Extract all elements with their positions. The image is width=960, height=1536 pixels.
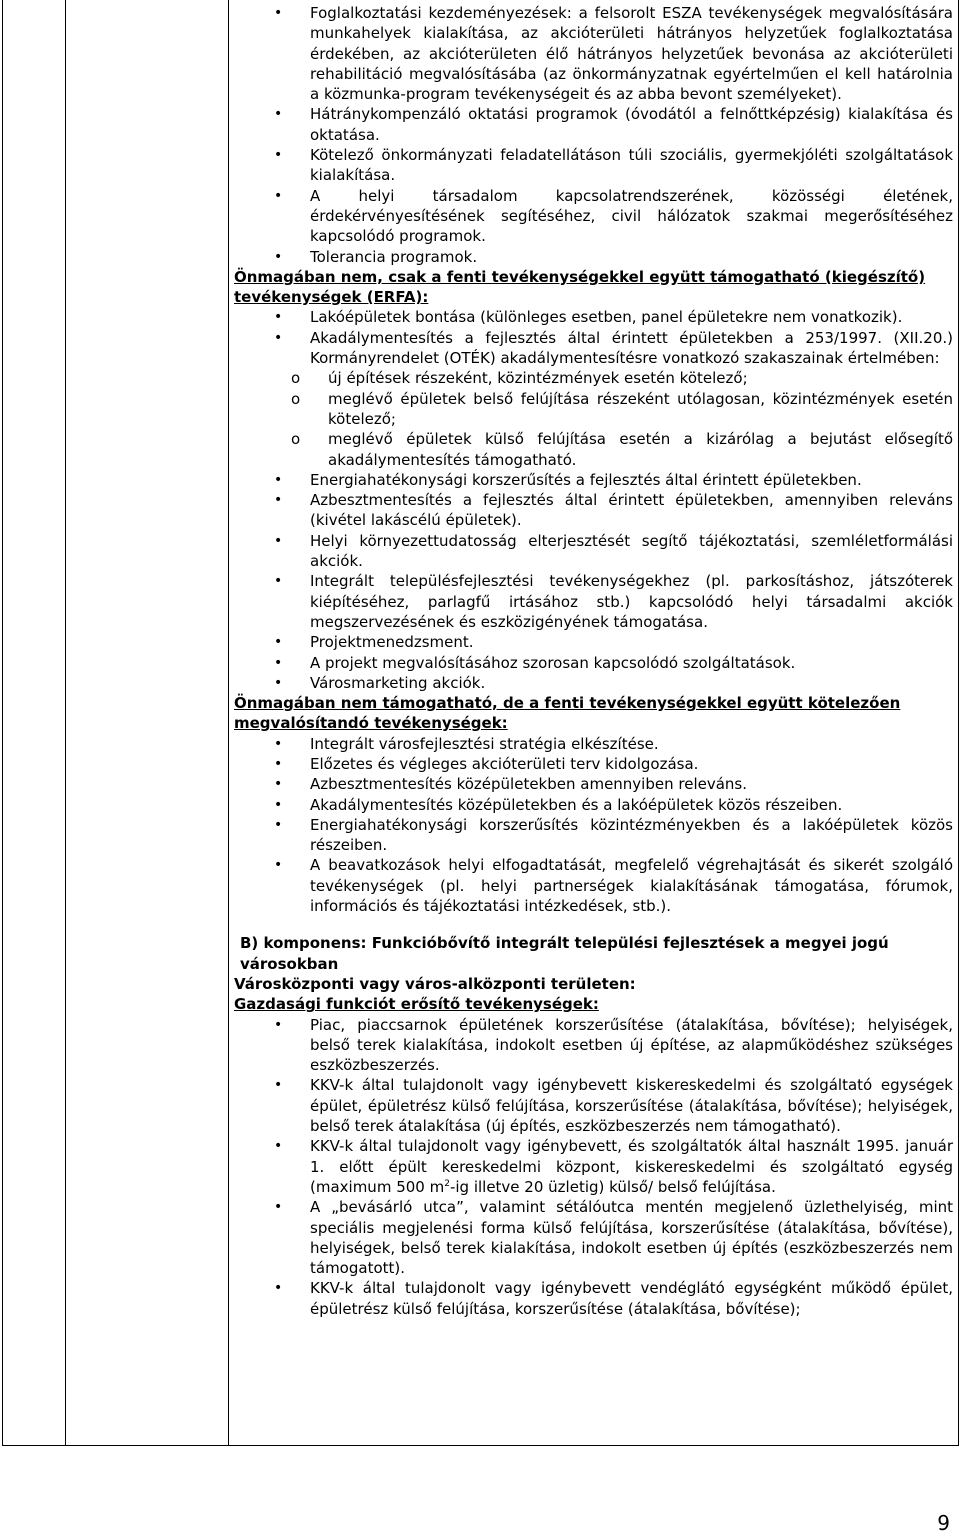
circle-bullet-icon: o: [291, 430, 301, 449]
list-item: • Helyi környezettudatosság elterjesztését segítő tájékoztatási, szemléletformálási akciók.: [274, 531, 953, 571]
sub-list-item: o meglévő épületek külső felújítása esetén a kizárólag a bejutást elősegítő akadálymentesítés támogatható.: [291, 430, 953, 469]
bullet-icon: •: [274, 471, 283, 488]
bullet-icon: •: [274, 1138, 283, 1155]
bullet-icon: •: [274, 329, 283, 346]
column-divider: [65, 0, 66, 1445]
bullet-icon: •: [274, 573, 283, 590]
list-item: • Piac, piaccsarnok épületének korszerűsítése (átalakítása, bővítése); helyiségek, belső terek kialakítása, indokolt esetben új építése, az alapműködéshez szükséges eszközbeszerzés.: [274, 1015, 953, 1075]
bullet-icon: •: [274, 1077, 283, 1094]
list-item: • Energiahatékonysági korszerűsítés közintézményekben és a lakóépületek közös részeiben.: [274, 815, 953, 855]
list-item: • Integrált településfejlesztési tevékenységekhez (pl. parkosításhoz, játszóterek kiépítéséhez, parlagfű irtásához stb.) kapcsolódó helyi társadalmi akciók megszervezésének és eszközigényének támogatása.: [274, 572, 953, 631]
bullet-icon: •: [274, 187, 283, 204]
list-item: • A projekt megvalósításához szorosan kapcsolódó szolgáltatások.: [274, 653, 796, 672]
bullet-icon: •: [274, 796, 283, 813]
bullet-icon: •: [274, 5, 283, 21]
list-item: • Azbesztmentesítés a fejlesztés által érintett épületekben, amennyiben releváns (kivétel lakáscélú épületek).: [274, 491, 953, 530]
list-item: • KKV-k által tulajdonolt vagy igénybevett, és szolgáltatók által használt 1995. január 1. előtt épült kereskedelmi központ, kiskereskedelmi és szolgáltató egység (maximum 500 $m^2-ig$ illetve 20 üzletig) külső/ belső felújítása.: [274, 1137, 953, 1196]
sub-list-item: o új építések részeként, közintézmények esetén kötelező;: [291, 369, 748, 388]
component-title: B) komponens: Funkcióbővítő integrált települési fejlesztések a megyei jogú városokban: [240, 934, 889, 973]
bullet-icon: •: [274, 1016, 283, 1033]
area-subtitle: Városközponti vagy város-alközponti területen:: [234, 974, 636, 993]
list-item: • Városmarketing akciók.: [274, 673, 486, 692]
list-item: • A beavatkozások helyi elfogadtatását, megfelelő végrehajtását és sikerét szolgáló tevékenységek (pl. helyi partnerségek kialakításának támogatása, fórumok, információs és tájékoztatási intézkedések, stb.).: [274, 856, 953, 916]
list-item: • KKV-k által tulajdonolt vagy igénybevett kiskereskedelmi és szolgáltató egységek épület, épületrész külső felújítása, korszerűsítése (átalakítása, bővítése); helyiségek, belső terek átalakítása (új építés, eszközbeszerzés nem támogatható).: [274, 1076, 953, 1136]
bullet-icon: •: [274, 106, 283, 123]
list-item: • Azbesztmentesítés középületekben amennyiben releváns.: [274, 775, 747, 794]
list-item: • A helyi társadalom kapcsolatrendszerének, közösségi életének, érdekérvényesítésének segítéséhez, civil hálózatok szakmai megerősítéséhez kapcsolódó programok.: [274, 186, 953, 246]
bullet-icon: •: [274, 1199, 283, 1216]
page-number: 9: [937, 1511, 950, 1535]
section-spacer: [234, 916, 953, 933]
list-item: • Energiahatékonysági korszerűsítés a fejlesztés által érintett épületekben.: [274, 470, 862, 489]
list-item: • Foglalkoztatási kezdeményezések: a felsorolt ESZA tevékenységek megvalósítására munkahelyek kialakítása, az akcióterületi hátrányos helyzetűek foglalkoztatása érdekében, az akcióterületen élő hátrányos helyzetűek bevonása az akcióterületi rehabilitáció megvalósításába (az önkormányzatnak egyértelműen el kell határolnia a közmunka-program tevékenységeit és az abba bevont személyeket).: [274, 4, 953, 104]
list-item: • Tolerancia programok.: [274, 247, 478, 266]
section-heading: Önmagában nem támogatható, de a fenti tevékenységekkel együtt kötelezően megvalósítandó tevékenységek:: [234, 694, 901, 733]
list-item: • Lakóépületek bontása (különleges esetben, panel épületekre nem vonatkozik).: [274, 308, 903, 327]
bullet-icon: •: [274, 248, 283, 265]
bullet-icon: •: [274, 532, 283, 549]
column-divider: [228, 0, 229, 1445]
list-item: • Hátránykompenzáló oktatási programok (óvodától a felnőttképzésig) kialakítása és oktatása.: [274, 105, 953, 144]
sub-list-item: o meglévő épületek belső felújítása részeként utólagosan, közintézmények esetén kötelező;: [291, 389, 953, 428]
bullet-icon: •: [274, 147, 283, 164]
list-item: • Projektmenedzsment.: [274, 633, 474, 652]
bullet-icon: •: [274, 674, 283, 691]
list-item: • Kötelező önkormányzati feladatellátáson túli szociális, gyermekjóléti szolgáltatások kialakítása.: [274, 146, 953, 185]
bullet-icon: •: [274, 776, 283, 793]
bullet-icon: •: [274, 492, 283, 509]
page-content: [234, 3, 953, 1319]
bullet-icon: •: [274, 857, 283, 874]
section-heading: Gazdasági funkciót erősítő tevékenységek:: [234, 995, 599, 1014]
circle-bullet-icon: o: [291, 369, 301, 388]
list-item: • Előzetes és végleges akcióterületi terv kidolgozása.: [274, 754, 699, 773]
list-item: • A „bevásárló utca”, valamint sétálóutca mentén megjelenő üzlethelyiség, mint speciális megjelenési forma külső felújítása, korszerűsítése (átalakítása, bővítése), helyiségek, belső terek kialakítása, indokolt esetben új építés (eszközbeszerzés nem támogatott).: [274, 1198, 953, 1278]
list-item: • Akadálymentesítés a fejlesztés által érintett épületekben a 253/1997. (XII.20.) Kormányrendelet (OTÉK) akadálymentesítésre vonatkozó szakaszainak értelmében:: [274, 328, 953, 368]
list-item: • KKV-k által tulajdonolt vagy igénybevett vendéglátó egységként működő épület, épületrész külső felújítása, korszerűsítése (átalakítása, bővítése);: [274, 1279, 953, 1318]
bullet-icon: •: [274, 309, 283, 326]
bullet-icon: •: [274, 634, 283, 651]
list-item: • Akadálymentesítés középületekben és a lakóépületek közös részeiben.: [274, 795, 843, 814]
bullet-icon: •: [274, 654, 283, 671]
bullet-icon: •: [274, 816, 283, 833]
bullet-icon: •: [274, 755, 283, 772]
bullet-icon: •: [274, 1280, 283, 1297]
bullet-icon: •: [274, 735, 283, 752]
circle-bullet-icon: o: [291, 389, 301, 408]
list-item: • Integrált városfejlesztési stratégia elkészítése.: [274, 734, 659, 753]
section-heading: Önmagában nem, csak a fenti tevékenységekkel együtt támogatható (kiegészítő) tevékenységek (ERFA):: [234, 267, 926, 307]
